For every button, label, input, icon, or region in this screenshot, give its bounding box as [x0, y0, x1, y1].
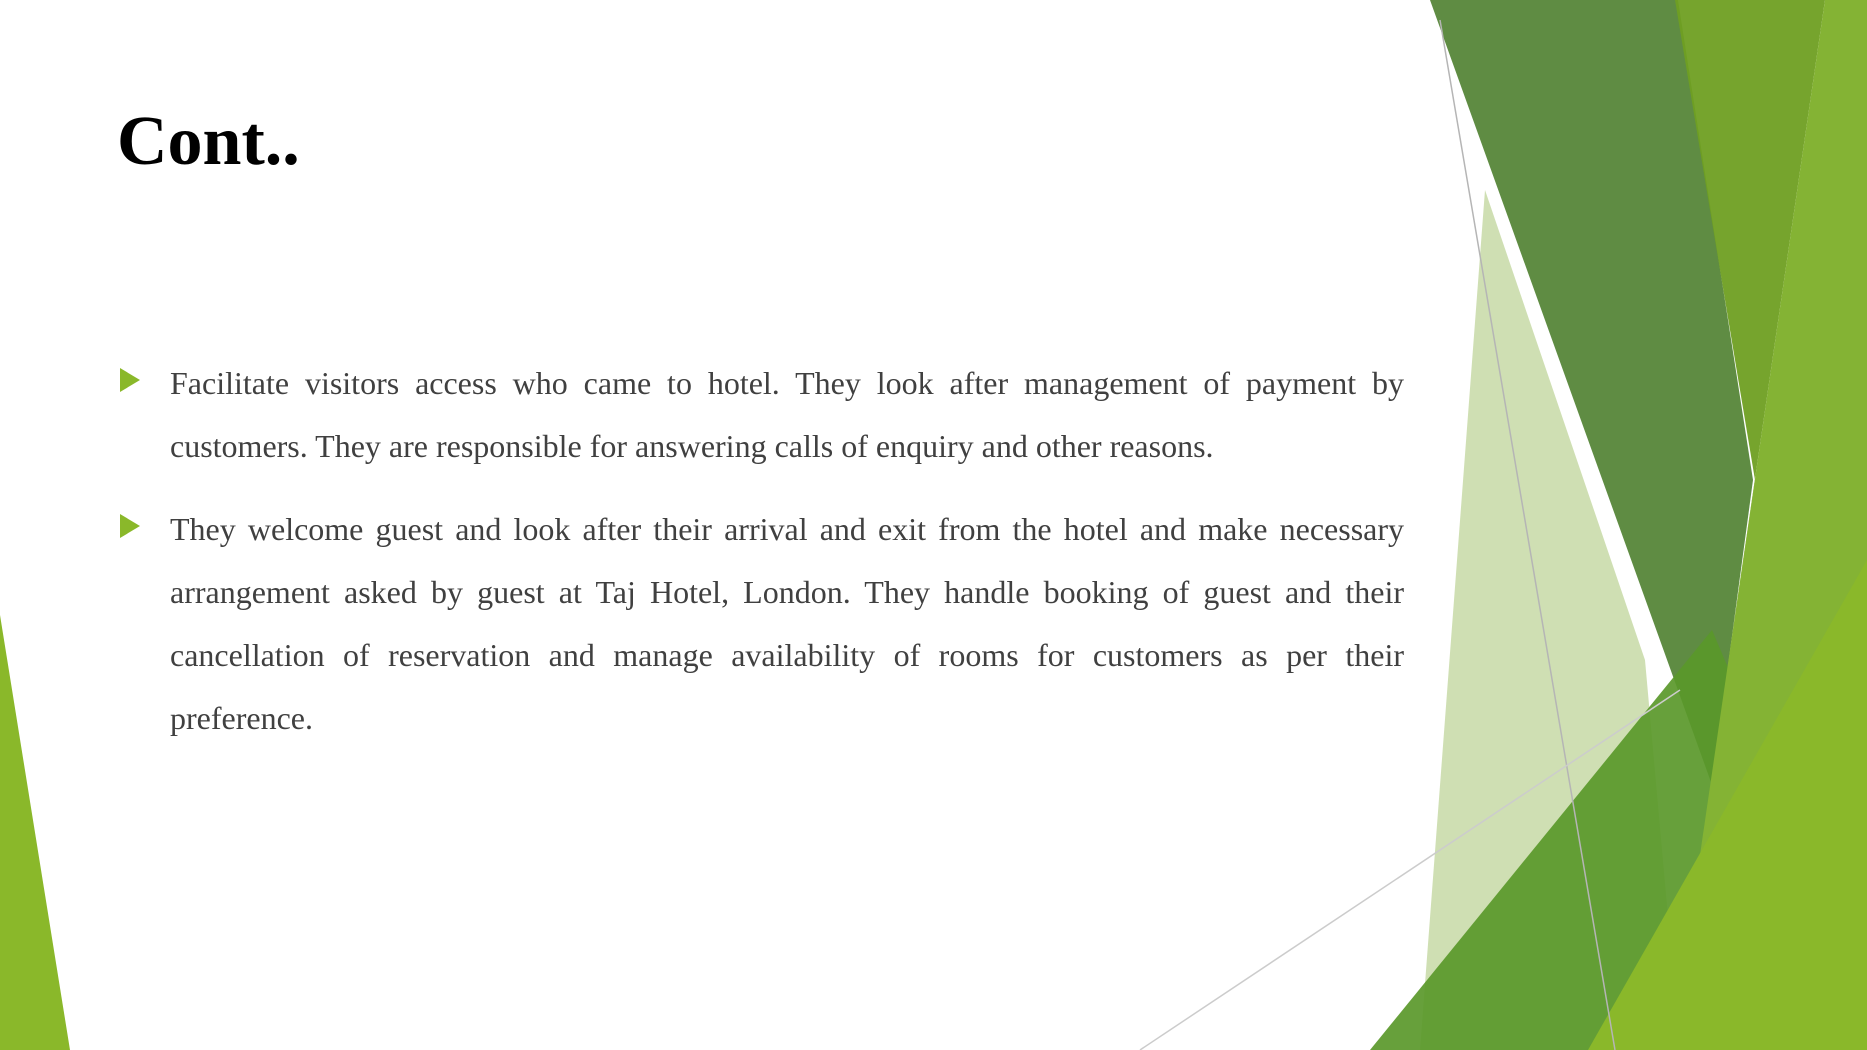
triangle-bullet-icon: [120, 368, 140, 392]
bullet-list: [117, 352, 1404, 770]
bullet-item: [117, 498, 1404, 750]
bullet-text: Facilitate visitors access who came to hotel. They look after management of payment by customers. They are responsible for answering calls of enquiry and other reasons.: [170, 365, 1404, 464]
slide-title: Cont..: [117, 103, 300, 180]
left-green-shape: [0, 615, 70, 1050]
triangle-bullet-icon: [120, 514, 140, 538]
bullet-item: [117, 352, 1404, 478]
bullet-text: They welcome guest and look after their arrival and exit from the hotel and make necessary arrangement asked by guest at Taj Hotel, London. They handle booking of guest and their cancellation of reservation and manage availability of rooms for customers as per their preference.: [170, 511, 1404, 736]
